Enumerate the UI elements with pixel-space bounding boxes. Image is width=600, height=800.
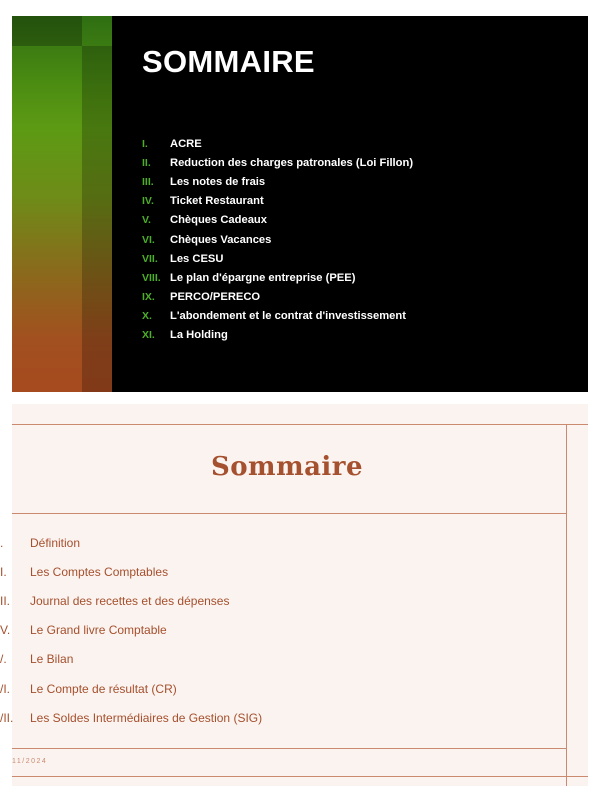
- toc-item-number: II.: [0, 593, 11, 608]
- divider-vertical: [566, 424, 567, 786]
- divider-footer: [12, 748, 566, 749]
- gradient-shade-strip: [82, 46, 112, 392]
- toc-item-label: Les notes de frais: [170, 175, 266, 188]
- gradient-shade-top: [12, 16, 82, 46]
- toc-item-label: Les CESU: [170, 252, 224, 265]
- slide2-toc-list: [0, 528, 262, 732]
- toc-item-number: /II.: [0, 710, 14, 725]
- slide1-toc-list: [142, 134, 413, 345]
- toc-item-number: VII.: [142, 252, 158, 265]
- divider-title: [12, 513, 566, 514]
- toc-item-number: IX.: [142, 291, 155, 304]
- toc-item: [0, 616, 262, 645]
- toc-item: [142, 153, 413, 172]
- toc-item-label: ACRE: [170, 137, 202, 150]
- toc-item: [142, 249, 413, 268]
- toc-item: [0, 586, 262, 615]
- toc-item-label: Journal des recettes et des dépenses: [30, 593, 230, 608]
- toc-item-number: XI.: [142, 329, 155, 342]
- toc-item-number: V.: [0, 623, 11, 638]
- slide-sommaire-2: [0, 404, 588, 786]
- toc-item: [142, 307, 413, 326]
- toc-item-label: La Holding: [170, 329, 228, 342]
- toc-item-label: Reduction des charges patronales (Loi Fillon): [170, 156, 414, 169]
- toc-item: [142, 288, 413, 307]
- toc-item-label: Définition: [30, 535, 81, 550]
- toc-item-label: Chèques Cadeaux: [170, 214, 267, 227]
- toc-item-number: X.: [142, 310, 152, 323]
- toc-item: [142, 172, 413, 191]
- toc-item: [142, 326, 413, 345]
- toc-item-label: Ticket Restaurant: [170, 195, 264, 208]
- toc-item-label: Le plan d'épargne entreprise (PEE): [170, 271, 356, 284]
- divider-bottom: [12, 776, 588, 777]
- toc-item-number: II.: [142, 156, 151, 169]
- toc-item-label: L'abondement et le contrat d'investissement: [170, 310, 406, 323]
- toc-item: [0, 645, 262, 674]
- toc-item-number: /I.: [0, 681, 11, 696]
- toc-item-label: Le Compte de résultat (CR): [30, 681, 177, 696]
- toc-item-number: IV.: [142, 195, 154, 208]
- toc-item-label: PERCO/PERECO: [170, 291, 261, 304]
- divider-top: [12, 424, 588, 425]
- toc-item-label: Le Grand livre Comptable: [30, 623, 167, 638]
- toc-item-number: VI.: [142, 233, 155, 246]
- toc-item: [0, 557, 262, 586]
- footer-date: 11/2024: [12, 758, 48, 765]
- toc-item: [0, 528, 262, 557]
- toc-item-label: Le Bilan: [30, 652, 74, 667]
- toc-item: [142, 230, 413, 249]
- toc-item-number: I.: [0, 564, 7, 579]
- slide1-title: SOMMAIRE: [142, 44, 315, 79]
- toc-item-number: V.: [142, 214, 151, 227]
- toc-item-label: Chèques Vacances: [170, 233, 272, 246]
- toc-item: [142, 268, 413, 287]
- toc-item: [142, 134, 413, 153]
- slide2-title: Sommaire: [210, 452, 364, 482]
- toc-item-number: .: [0, 535, 4, 550]
- slide-sommaire-1: [12, 16, 588, 392]
- toc-item: [0, 703, 262, 732]
- toc-item: [142, 211, 413, 230]
- toc-item-label: Les Comptes Comptables: [30, 564, 169, 579]
- toc-item: [0, 674, 262, 703]
- toc-item-number: I.: [142, 137, 148, 150]
- toc-item: [142, 192, 413, 211]
- toc-item-number: /.: [0, 652, 7, 667]
- toc-item-number: III.: [142, 175, 154, 188]
- toc-item-label: Les Soldes Intermédiaires de Gestion (SIG): [30, 710, 263, 725]
- toc-item-number: VIII.: [142, 271, 161, 284]
